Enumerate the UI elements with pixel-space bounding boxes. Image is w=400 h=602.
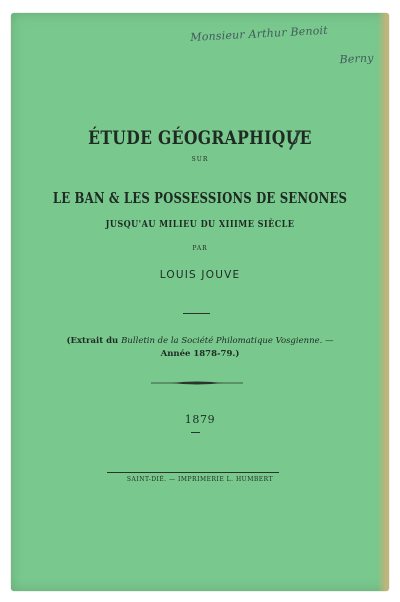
cover-edge xyxy=(377,13,389,591)
divider-year xyxy=(191,432,200,433)
title-connector: SUR xyxy=(191,156,209,163)
extract-prefix: (Extrait du xyxy=(66,336,122,346)
extract-note xyxy=(11,335,389,361)
book-cover xyxy=(11,13,389,591)
divider-long xyxy=(107,472,279,473)
author-name: LOUIS JOUVE xyxy=(159,269,241,281)
ornament-rule xyxy=(151,380,243,386)
inscription-line-2: Berny xyxy=(339,51,374,67)
divider-short xyxy=(183,313,210,314)
publication-year: 1879 xyxy=(184,413,216,426)
extract-year: Année 1878-79.) xyxy=(160,349,240,359)
book-title: ÉTUDE GÉOGRAPHIQUE xyxy=(88,127,312,149)
handwritten-inscription xyxy=(190,22,382,74)
extract-dash: — xyxy=(322,336,334,346)
printer-line: SAINT-DIÉ. — IMPRIMERIE L. HUMBERT xyxy=(126,476,274,483)
book-subtitle-period: JUSQU'AU MILIEU DU XIIIME SIÈCLE xyxy=(105,220,295,230)
book-subtitle: LE BAN & LES POSSESSIONS DE SENONES xyxy=(52,189,348,207)
by-label: PAR xyxy=(192,245,208,252)
extract-source: Bulletin de la Société Philomatique Vosgienne. xyxy=(121,336,323,346)
inscription-line-1: Monsieur Arthur Benoit xyxy=(189,23,329,44)
